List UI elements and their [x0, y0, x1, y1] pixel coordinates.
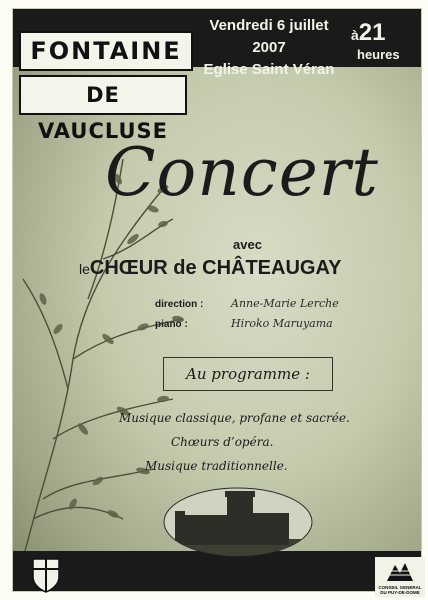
direction-label: direction :	[155, 299, 204, 310]
time-number: 21	[358, 19, 386, 46]
program-item: Musique traditionnelle.	[145, 459, 288, 473]
sponsor-text: CONSEIL GENERAL DU PUY-DE-DOME	[378, 585, 422, 595]
time-prefix: à	[351, 27, 359, 43]
castle-photo	[163, 487, 313, 557]
time-unit: heures	[357, 47, 400, 62]
event-date: Vendredi 6 juillet 2007	[209, 17, 329, 56]
piano-label: piano :	[155, 319, 188, 330]
program-heading: Au programme :	[163, 357, 333, 391]
event-date-venue	[191, 15, 347, 81]
coat-of-arms-icon	[31, 557, 61, 593]
direction-name: Anne-Marie Lerche	[231, 297, 339, 310]
avec-label: avec	[233, 237, 262, 252]
town-title-line1: FONTAINE	[19, 31, 193, 71]
sponsor-logo	[375, 557, 425, 597]
program-item: Chœurs d’opéra.	[171, 435, 274, 449]
flyer	[12, 8, 422, 595]
event-time	[351, 19, 400, 62]
event-venue: Eglise Saint Véran	[203, 61, 335, 78]
choir-title: CHŒUR de CHÂTEAUGAY	[89, 257, 342, 279]
choir-article: le	[79, 261, 90, 277]
piano-name: Hiroko Maruyama	[231, 317, 333, 330]
footer-band	[13, 551, 421, 591]
sponsor-emblem-icon	[385, 559, 415, 583]
program-item: Musique classique, profane et sacrée.	[119, 411, 350, 425]
concert-title: Concert	[105, 134, 379, 211]
choir-name	[79, 257, 341, 280]
town-title-line2: DE VAUCLUSE	[19, 75, 187, 115]
